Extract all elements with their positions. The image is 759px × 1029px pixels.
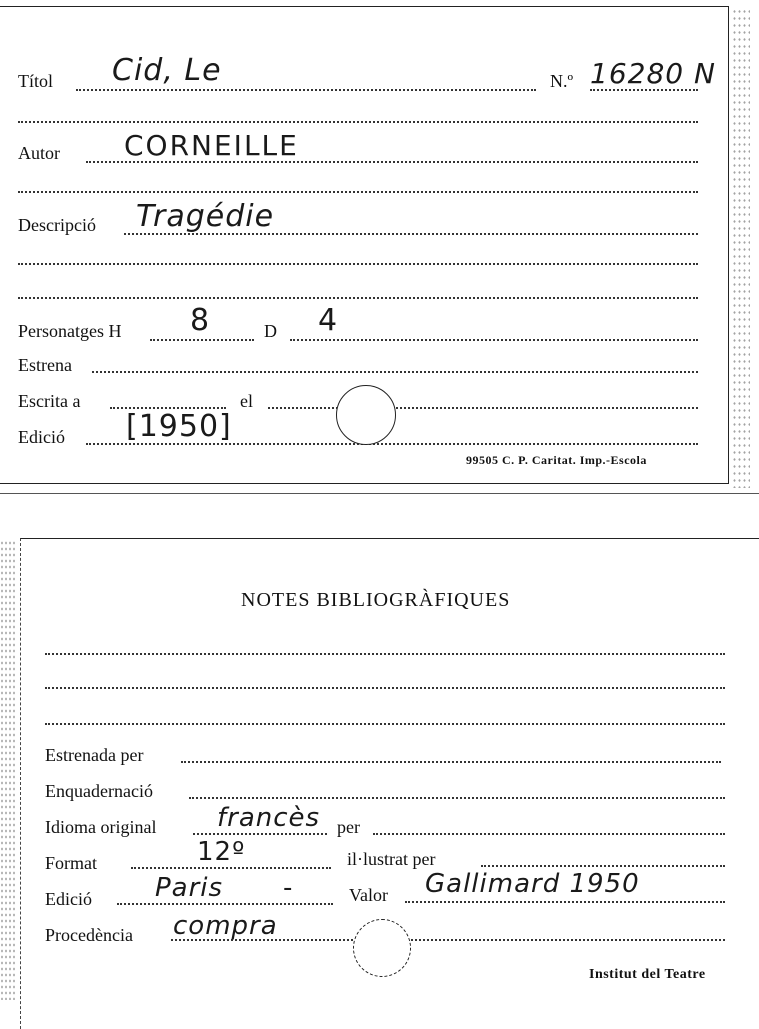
valor-label: Valor [349, 885, 388, 905]
idioma-per-label: per [337, 817, 360, 837]
titol-label: Títol [18, 71, 53, 91]
numero-value: 16280 N [590, 57, 716, 90]
format-value: 12º [197, 837, 246, 867]
back-edicio-label: Edició [45, 889, 92, 909]
institution-name: Institut del Teatre [589, 967, 706, 982]
stamp-circle [336, 385, 396, 445]
format-label: Format [45, 853, 97, 873]
autor-value: CORNEILLE [124, 129, 299, 162]
format-line [131, 867, 331, 869]
procedencia-value: compra [173, 911, 278, 941]
estrena-line [92, 371, 698, 373]
enquadernacio-line [189, 797, 725, 799]
card-separator-line [0, 493, 759, 494]
edicio-value: [1950] [126, 409, 232, 444]
blank-line [45, 687, 725, 689]
numero-line [590, 89, 698, 91]
back-edicio-dash: - [283, 873, 294, 903]
estrena-label: Estrena [18, 355, 72, 375]
estrenada-per-label: Estrenada per [45, 745, 144, 765]
personatges-h-line [150, 339, 254, 341]
back-edicio-line [117, 903, 333, 905]
enquadernacio-label: Enquadernació [45, 781, 153, 801]
valor-value: Gallimard 1950 [425, 869, 640, 899]
blank-line [45, 653, 725, 655]
escrita-el-label: el [240, 391, 253, 411]
blank-line [18, 191, 698, 193]
catalog-card-back [20, 538, 759, 1029]
numero-label: N.º [550, 71, 574, 91]
escrita-el-line [268, 407, 698, 409]
escrita-label: Escrita a [18, 391, 81, 411]
back-edicio-value: Paris [155, 873, 224, 903]
personatges-h-value: 8 [190, 303, 211, 338]
printer-imprint: 99505 C. P. Caritat. Imp.-Escola [466, 453, 647, 467]
catalog-card-front [0, 6, 729, 484]
personatges-d-line [290, 339, 698, 341]
descripcio-label: Descripció [18, 215, 96, 235]
idioma-label: Idioma original [45, 817, 157, 837]
idioma-line [193, 833, 327, 835]
illustrat-line [481, 865, 725, 867]
scan-speckle [0, 540, 16, 1000]
autor-label: Autor [18, 143, 60, 163]
procedencia-label: Procedència [45, 925, 133, 945]
personatges-label: Personatges H [18, 321, 122, 341]
personatges-d-value: 4 [318, 303, 339, 338]
illustrat-label: il·lustrat per [347, 849, 436, 869]
idioma-per-line [373, 833, 725, 835]
blank-line [18, 263, 698, 265]
idioma-value: francès [217, 803, 321, 833]
stamp-circle [353, 919, 411, 977]
edicio-label: Edició [18, 427, 65, 447]
personatges-d-label: D [264, 321, 277, 341]
descripcio-value: Tragédie [136, 199, 275, 234]
titol-line [76, 89, 536, 91]
scan-speckle [732, 8, 750, 488]
valor-line [405, 901, 725, 903]
blank-line [18, 121, 698, 123]
notes-heading: NOTES BIBLIOGRÀFIQUES [241, 589, 511, 611]
titol-value: Cid, Le [112, 53, 222, 88]
estrenada-per-line [181, 761, 721, 763]
blank-line [18, 297, 698, 299]
blank-line [45, 723, 725, 725]
